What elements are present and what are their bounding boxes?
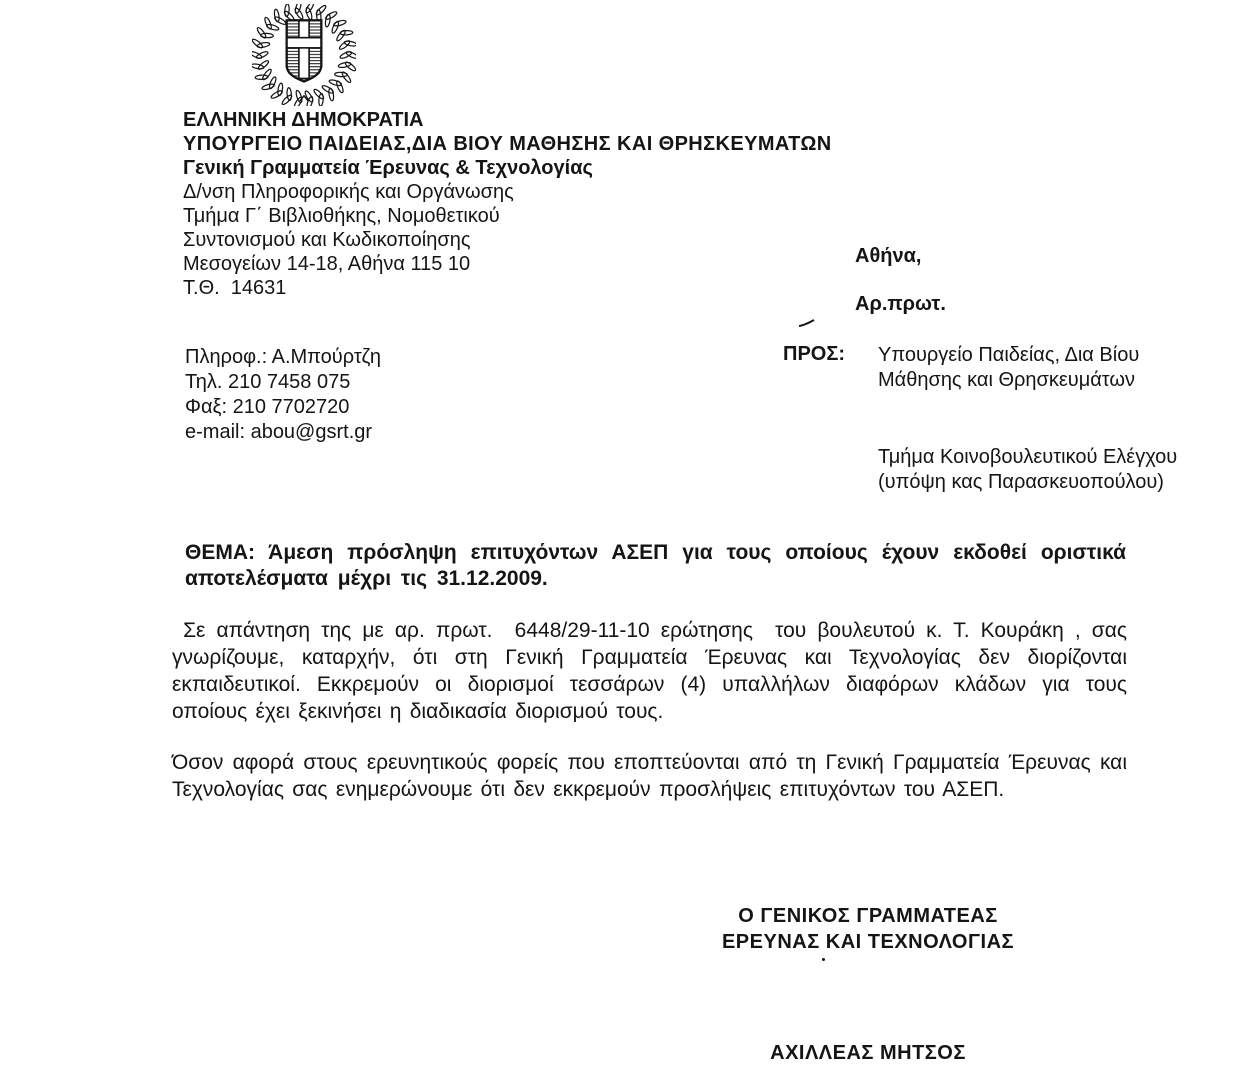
signature-title-block <box>668 903 1068 955</box>
contact-person: Πληροφ.: Α.Μπούρτζη <box>185 346 382 368</box>
signatory-name: ΑΧΙΛΛΕΑΣ ΜΗΤΣΟΣ <box>770 1042 966 1064</box>
ministry-line: ΥΠΟΥΡΓΕΙΟ ΠΑΙΔΕΙΑΣ,ΔΙΑ ΒΙΟΥ ΜΑΘΗΣΗΣ ΚΑΙ ΘΡΗΣΚΕΥΜΑΤΩΝ <box>183 133 832 155</box>
republic-line: ΕΛΛΗΝΙΚΗ ΔΗΜΟΚΡΑΤΙΑ <box>183 109 424 131</box>
recipient-block <box>878 343 1208 393</box>
contact-phone: Τηλ. 210 7458 075 <box>185 371 351 393</box>
po-box-line: Τ.Θ. 14631 <box>183 277 287 299</box>
recipient-department-block <box>878 445 1218 495</box>
contact-fax: Φαξ: 210 7702720 <box>185 396 350 418</box>
contact-block <box>185 345 381 445</box>
body-paragraph-2: Όσον αφορά στους ερευνητικούς φορείς που εποπτεύονται από τη Γενική Γραμματεία Έρευνας και Τεχνολογίας σας ενημερώνουμε ότι δεν εκκρεμούν προσλήψεις επιτυχόντων του ΑΣΕΠ. <box>172 751 1135 801</box>
subject-line: ΘΕΜΑ: Άμεση πρόσληψη επιτυχόντων ΑΣΕΠ για τους οποίους έχουν εκδοθεί οριστικά αποτελέσματα μέχρι τις 31.12.2009. <box>185 541 1136 590</box>
recipient-line-1: Υπουργείο Παιδείας, Δια Βίου <box>878 344 1140 366</box>
secretariat-line: Γενική Γραμματεία Έρευνας & Τεχνολογίας <box>183 157 593 179</box>
sender-header-block <box>183 108 1023 300</box>
recipient-line-2: Μάθησης και Θρησκευμάτων <box>878 369 1136 391</box>
directorate-line: Δ/νση Πληροφορικής και Οργάνωσης <box>183 181 514 203</box>
recipient-label: ΠΡΟΣ: <box>783 343 846 365</box>
city-date-label: Αθήνα, <box>855 245 922 267</box>
contact-email: e-mail: abou@gsrt.gr <box>185 421 373 443</box>
department-line-1: Τμήμα Γ΄ Βιβλιοθήκης, Νομοθετικού <box>183 205 500 227</box>
signature-title-line-1: Ο ΓΕΝΙΚΟΣ ΓΡΑΜΜΑΤΕΑΣ <box>738 905 998 927</box>
address-line: Μεσογείων 14-18, Αθήνα 115 10 <box>183 253 471 275</box>
recipient-dept-line-2: (υπόψη κας Παρασκευοπούλου) <box>878 471 1164 493</box>
scan-dot-artifact <box>822 958 825 961</box>
body-paragraph-1: Σε απάντηση της με αρ. πρωτ. 6448/29-11-10 ερώτησης του βουλευτού κ. Τ. Κουράκη , σας γνωρίζουμε, καταρχήν, ότι στη Γενική Γραμματεία Έρευνας και Τεχνολογίας δεν διορίζονται εκπαιδευτικοί. Εκκρεμούν οι διορισμοί τεσσάρων (4) υπαλλήλων διαφόρων κλάδων για τους οποίους έχει ξεκινήσει η διαδικασία διορισμού τους. <box>172 619 1136 723</box>
protocol-number-label: Αρ.πρωτ. <box>855 293 946 315</box>
signature-title-line-2: ΕΡΕΥΝΑΣ ΚΑΙ ΤΕΧΝΟΛΟΓΙΑΣ <box>721 931 1015 953</box>
department-line-2: Συντονισμού και Κωδικοποίησης <box>183 229 471 251</box>
greek-coat-of-arms-icon <box>252 4 356 106</box>
recipient-dept-line-1: Τμήμα Κοινοβουλευτικού Ελέγχου <box>878 446 1178 468</box>
pen-tick-mark <box>797 315 817 325</box>
